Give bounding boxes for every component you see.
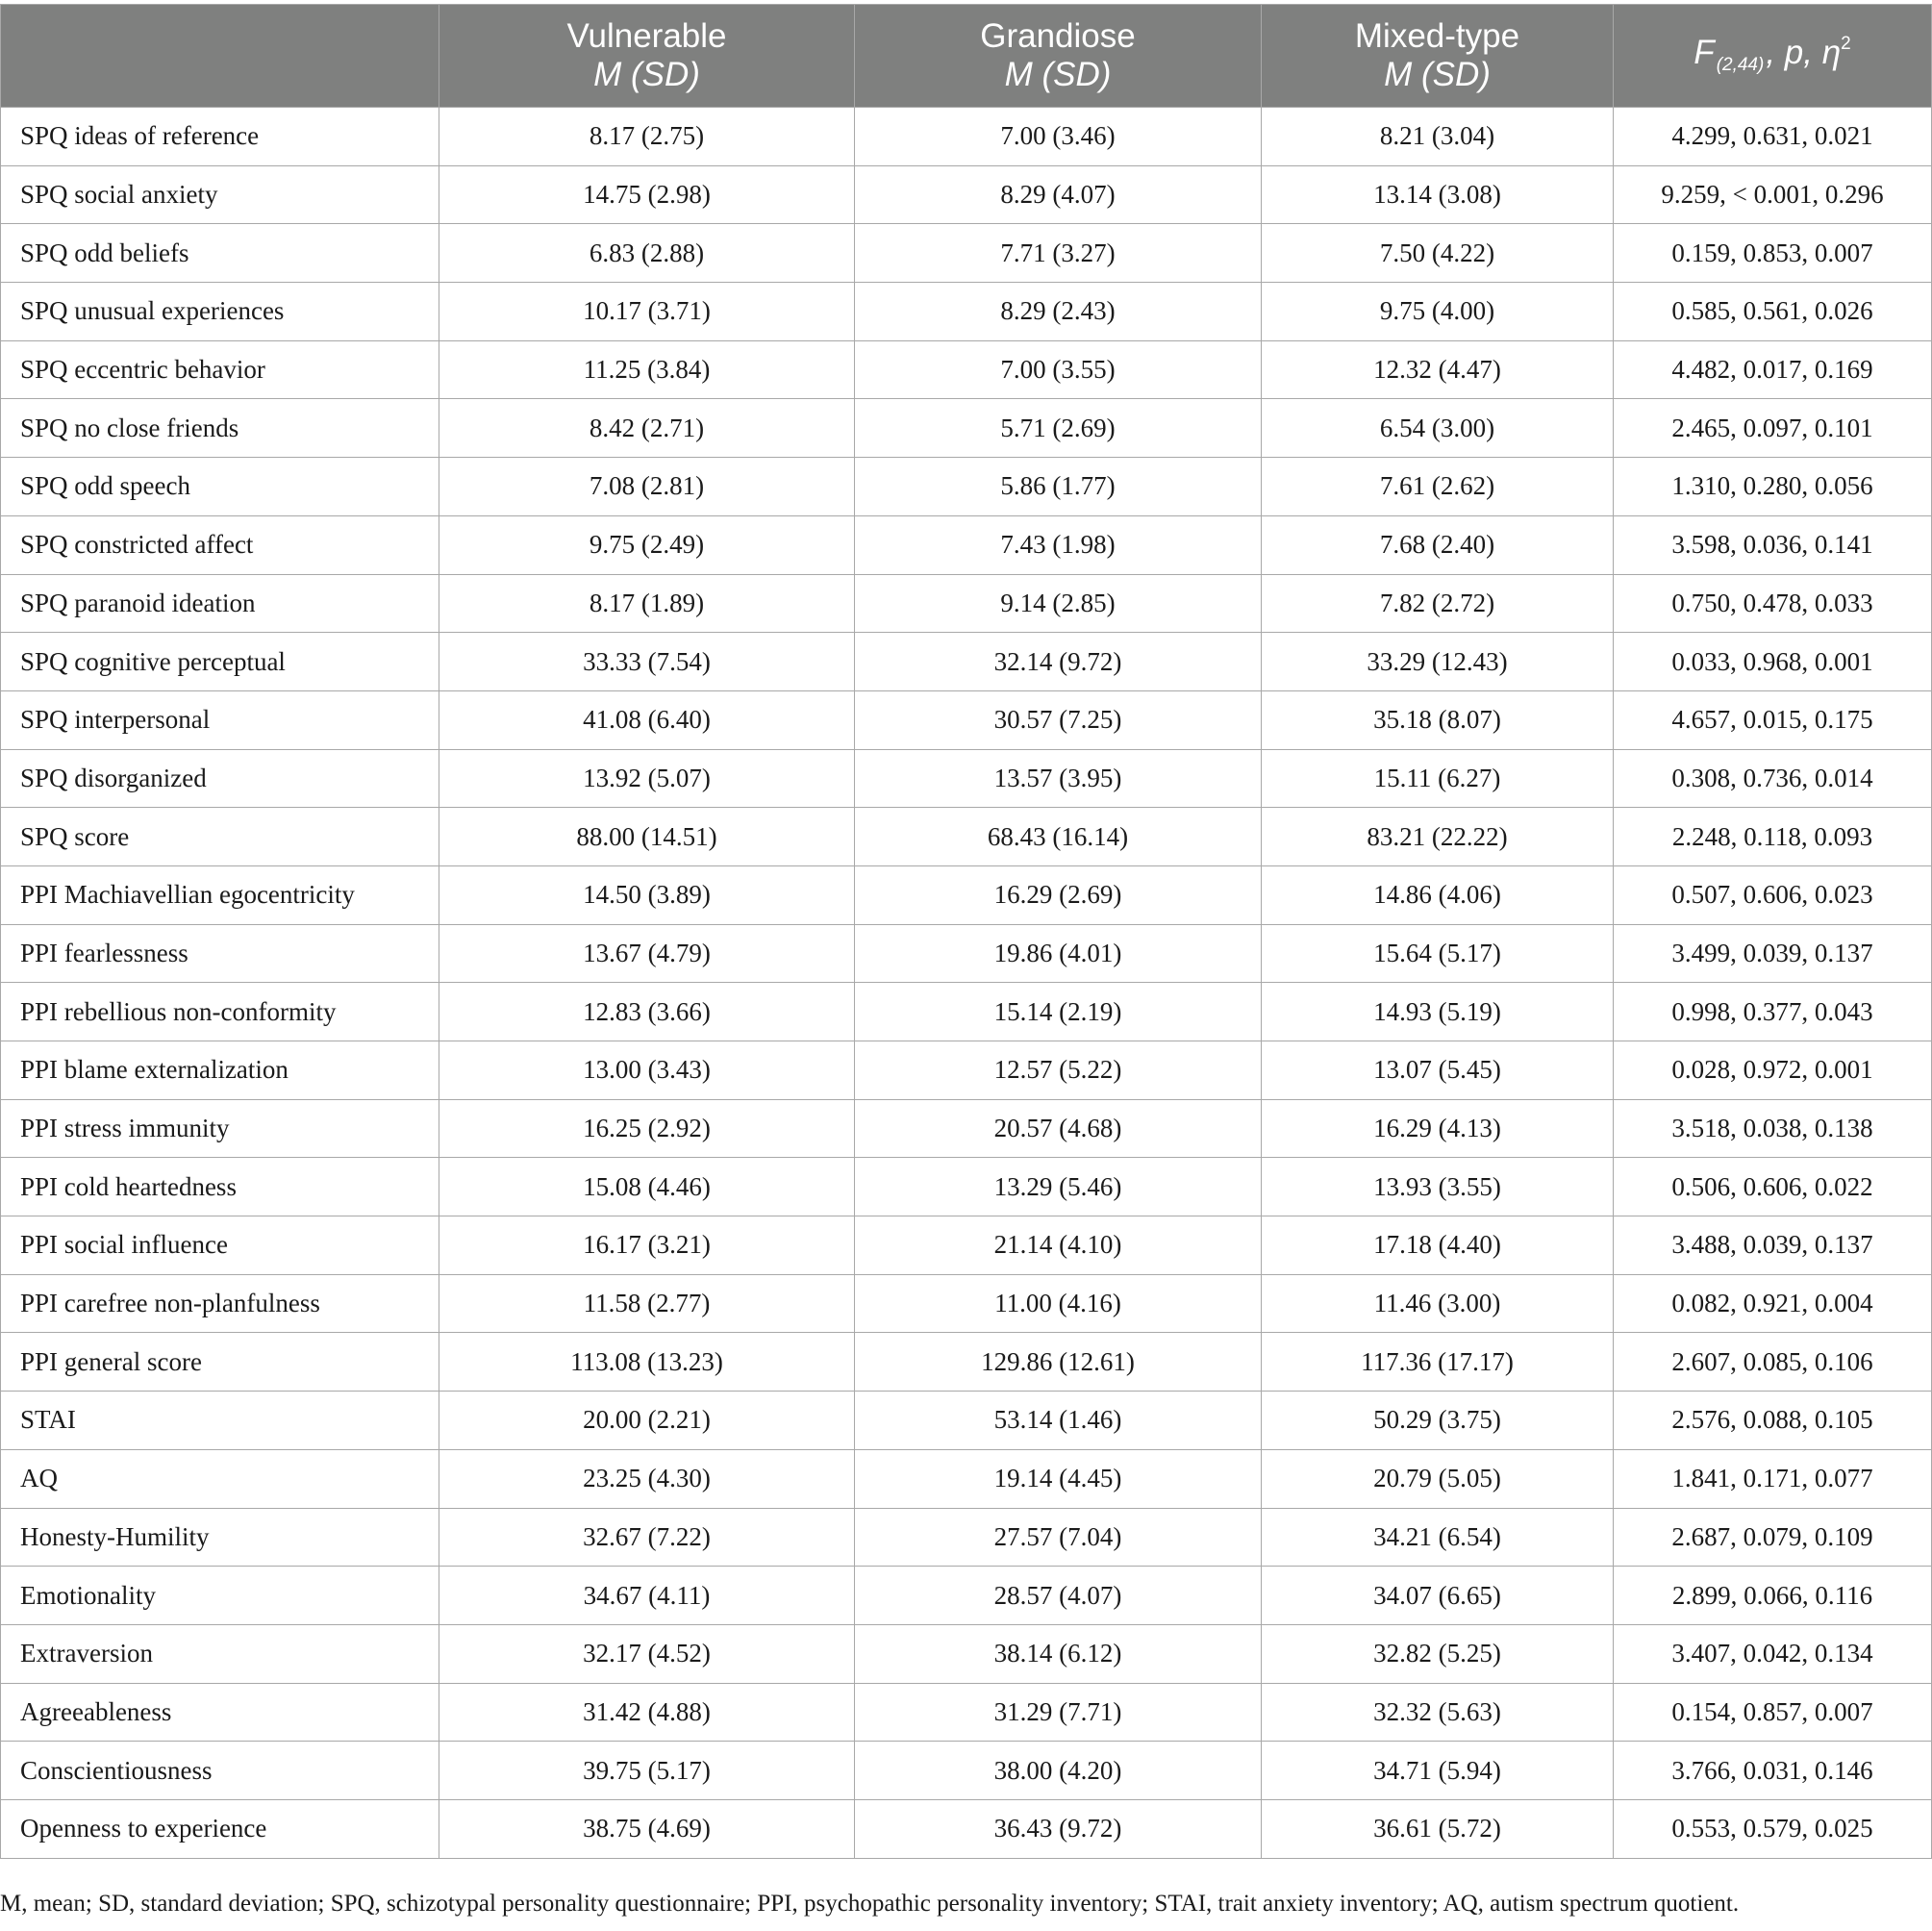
measure-cell: SPQ constricted affect — [1, 515, 439, 574]
grandiose-cell: 7.00 (3.55) — [855, 340, 1262, 399]
vulnerable-cell: 23.25 (4.30) — [439, 1449, 855, 1508]
measure-cell: Extraversion — [1, 1624, 439, 1683]
statistics-cell: 4.299, 0.631, 0.021 — [1614, 108, 1932, 166]
mixed-type-cell: 14.93 (5.19) — [1262, 983, 1614, 1041]
table-row — [1, 458, 1932, 516]
mixed-type-cell: 32.32 (5.63) — [1262, 1683, 1614, 1742]
table-row — [1, 1392, 1932, 1450]
statistics-cell: 2.607, 0.085, 0.106 — [1614, 1333, 1932, 1392]
grandiose-cell: 53.14 (1.46) — [855, 1392, 1262, 1450]
table-row — [1, 1216, 1932, 1275]
measure-cell: Conscientiousness — [1, 1742, 439, 1800]
vulnerable-cell: 13.92 (5.07) — [439, 749, 855, 808]
header-cell-mixed-type — [1262, 5, 1614, 108]
mixed-type-cell: 13.93 (3.55) — [1262, 1158, 1614, 1216]
vulnerable-cell: 10.17 (3.71) — [439, 283, 855, 341]
mixed-type-cell: 7.82 (2.72) — [1262, 574, 1614, 633]
header-cell-measure — [1, 5, 439, 108]
stat-header-label — [1694, 34, 1850, 78]
table-row — [1, 1683, 1932, 1742]
grandiose-cell: 11.00 (4.16) — [855, 1274, 1262, 1333]
vulnerable-cell: 88.00 (14.51) — [439, 808, 855, 866]
mixed-type-cell: 7.50 (4.22) — [1262, 224, 1614, 283]
mixed-type-cell: 16.29 (4.13) — [1262, 1099, 1614, 1158]
vulnerable-cell: 41.08 (6.40) — [439, 690, 855, 749]
mixed-type-cell: 9.75 (4.00) — [1262, 283, 1614, 341]
mixed-type-cell: 6.54 (3.00) — [1262, 399, 1614, 458]
vulnerable-cell: 15.08 (4.46) — [439, 1158, 855, 1216]
statistics-cell: 0.998, 0.377, 0.043 — [1614, 983, 1932, 1041]
mixed-type-cell: 34.21 (6.54) — [1262, 1508, 1614, 1567]
vulnerable-cell: 11.25 (3.84) — [439, 340, 855, 399]
vulnerable-cell: 13.00 (3.43) — [439, 1041, 855, 1100]
measure-cell: SPQ odd beliefs — [1, 224, 439, 283]
statistics-cell: 9.259, < 0.001, 0.296 — [1614, 165, 1932, 224]
vulnerable-cell: 8.17 (2.75) — [439, 108, 855, 166]
stat-header-rest: , p, η — [1766, 34, 1842, 71]
statistics-cell: 0.028, 0.972, 0.001 — [1614, 1041, 1932, 1100]
vulnerable-cell: 38.75 (4.69) — [439, 1799, 855, 1858]
mixed-type-cell: 13.07 (5.45) — [1262, 1041, 1614, 1100]
measure-cell: PPI blame externalization — [1, 1041, 439, 1100]
table-row — [1, 399, 1932, 458]
mixed-type-cell: 17.18 (4.40) — [1262, 1216, 1614, 1275]
stat-header-df: (2,44) — [1716, 55, 1765, 75]
table-row — [1, 1099, 1932, 1158]
measure-cell: SPQ ideas of reference — [1, 108, 439, 166]
table-row — [1, 1449, 1932, 1508]
vulnerable-cell: 14.75 (2.98) — [439, 165, 855, 224]
mixed-type-cell: 11.46 (3.00) — [1262, 1274, 1614, 1333]
measure-cell: STAI — [1, 1392, 439, 1450]
grandiose-cell: 27.57 (7.04) — [855, 1508, 1262, 1567]
vulnerable-cell: 34.67 (4.11) — [439, 1567, 855, 1625]
table-row — [1, 1799, 1932, 1858]
measure-cell: PPI stress immunity — [1, 1099, 439, 1158]
table-row — [1, 749, 1932, 808]
header-sublabel: M (SD) — [593, 56, 700, 93]
statistics-cell: 0.154, 0.857, 0.007 — [1614, 1683, 1932, 1742]
mixed-type-cell: 13.14 (3.08) — [1262, 165, 1614, 224]
statistics-cell: 1.310, 0.280, 0.056 — [1614, 458, 1932, 516]
grandiose-cell: 38.14 (6.12) — [855, 1624, 1262, 1683]
measure-cell: Openness to experience — [1, 1799, 439, 1858]
statistics-cell: 3.518, 0.038, 0.138 — [1614, 1099, 1932, 1158]
header-label: Vulnerable — [566, 17, 727, 55]
statistics-cell: 0.082, 0.921, 0.004 — [1614, 1274, 1932, 1333]
table-row — [1, 633, 1932, 691]
statistics-cell: 3.407, 0.042, 0.134 — [1614, 1624, 1932, 1683]
grandiose-cell: 15.14 (2.19) — [855, 983, 1262, 1041]
table-row — [1, 108, 1932, 166]
measure-cell: PPI general score — [1, 1333, 439, 1392]
statistics-cell: 2.687, 0.079, 0.109 — [1614, 1508, 1932, 1567]
measure-cell: PPI cold heartedness — [1, 1158, 439, 1216]
table-row — [1, 574, 1932, 633]
statistics-cell: 3.766, 0.031, 0.146 — [1614, 1742, 1932, 1800]
statistics-cell: 0.308, 0.736, 0.014 — [1614, 749, 1932, 808]
grandiose-cell: 28.57 (4.07) — [855, 1567, 1262, 1625]
vulnerable-cell: 14.50 (3.89) — [439, 865, 855, 924]
measure-cell: AQ — [1, 1449, 439, 1508]
statistics-cell: 0.033, 0.968, 0.001 — [1614, 633, 1932, 691]
statistics-cell: 2.899, 0.066, 0.116 — [1614, 1567, 1932, 1625]
measure-cell: SPQ no close friends — [1, 399, 439, 458]
mixed-type-cell: 83.21 (22.22) — [1262, 808, 1614, 866]
grandiose-cell: 13.29 (5.46) — [855, 1158, 1262, 1216]
statistics-cell: 0.585, 0.561, 0.026 — [1614, 283, 1932, 341]
stat-header-sup: 2 — [1841, 34, 1851, 54]
measure-cell: SPQ paranoid ideation — [1, 574, 439, 633]
table-row — [1, 1274, 1932, 1333]
table-row — [1, 515, 1932, 574]
table-row — [1, 1041, 1932, 1100]
measure-cell: PPI fearlessness — [1, 924, 439, 983]
vulnerable-cell: 20.00 (2.21) — [439, 1392, 855, 1450]
statistics-cell: 2.465, 0.097, 0.101 — [1614, 399, 1932, 458]
grandiose-cell: 30.57 (7.25) — [855, 690, 1262, 749]
mixed-type-cell: 33.29 (12.43) — [1262, 633, 1614, 691]
measure-cell: SPQ odd speech — [1, 458, 439, 516]
grandiose-cell: 8.29 (4.07) — [855, 165, 1262, 224]
vulnerable-cell: 9.75 (2.49) — [439, 515, 855, 574]
header-row — [1, 5, 1932, 108]
measure-cell: PPI social influence — [1, 1216, 439, 1275]
table-row — [1, 224, 1932, 283]
header-sublabel: M (SD) — [1004, 56, 1112, 93]
grandiose-cell: 19.14 (4.45) — [855, 1449, 1262, 1508]
vulnerable-cell: 16.17 (3.21) — [439, 1216, 855, 1275]
mixed-type-cell: 34.71 (5.94) — [1262, 1742, 1614, 1800]
grandiose-cell: 16.29 (2.69) — [855, 865, 1262, 924]
grandiose-cell: 8.29 (2.43) — [855, 283, 1262, 341]
header-label: Mixed-type — [1354, 17, 1520, 55]
header-label: Grandiose — [980, 17, 1136, 55]
mixed-type-cell: 50.29 (3.75) — [1262, 1392, 1614, 1450]
vulnerable-cell: 11.58 (2.77) — [439, 1274, 855, 1333]
table-row — [1, 924, 1932, 983]
measure-cell: SPQ social anxiety — [1, 165, 439, 224]
grandiose-cell: 21.14 (4.10) — [855, 1216, 1262, 1275]
table-row — [1, 690, 1932, 749]
stat-header-f: F — [1694, 34, 1715, 71]
vulnerable-cell: 6.83 (2.88) — [439, 224, 855, 283]
vulnerable-cell: 12.83 (3.66) — [439, 983, 855, 1041]
vulnerable-cell: 32.67 (7.22) — [439, 1508, 855, 1567]
statistics-cell: 4.657, 0.015, 0.175 — [1614, 690, 1932, 749]
mixed-type-cell: 12.32 (4.47) — [1262, 340, 1614, 399]
grandiose-cell: 31.29 (7.71) — [855, 1683, 1262, 1742]
statistics-cell: 3.488, 0.039, 0.137 — [1614, 1216, 1932, 1275]
mixed-type-cell: 15.11 (6.27) — [1262, 749, 1614, 808]
statistics-cell: 0.507, 0.606, 0.023 — [1614, 865, 1932, 924]
table-row — [1, 1567, 1932, 1625]
grandiose-cell: 7.00 (3.46) — [855, 108, 1262, 166]
vulnerable-cell: 32.17 (4.52) — [439, 1624, 855, 1683]
vulnerable-cell: 16.25 (2.92) — [439, 1099, 855, 1158]
header-sublabel: M (SD) — [1384, 56, 1491, 93]
table-row — [1, 1624, 1932, 1683]
table-row — [1, 1742, 1932, 1800]
vulnerable-cell: 113.08 (13.23) — [439, 1333, 855, 1392]
header-cell-vulnerable — [439, 5, 855, 108]
header-cell-statistics — [1614, 5, 1932, 108]
table-header — [1, 5, 1932, 108]
grandiose-cell: 20.57 (4.68) — [855, 1099, 1262, 1158]
table-row — [1, 165, 1932, 224]
vulnerable-cell: 13.67 (4.79) — [439, 924, 855, 983]
vulnerable-cell: 7.08 (2.81) — [439, 458, 855, 516]
table-row — [1, 983, 1932, 1041]
measure-cell: Emotionality — [1, 1567, 439, 1625]
mixed-type-cell: 7.61 (2.62) — [1262, 458, 1614, 516]
grandiose-cell: 5.86 (1.77) — [855, 458, 1262, 516]
results-table — [0, 4, 1932, 1859]
vulnerable-cell: 8.17 (1.89) — [439, 574, 855, 633]
table-row — [1, 865, 1932, 924]
measure-cell: PPI Machiavellian egocentricity — [1, 865, 439, 924]
grandiose-cell: 9.14 (2.85) — [855, 574, 1262, 633]
measure-cell: Agreeableness — [1, 1683, 439, 1742]
statistics-cell: 2.248, 0.118, 0.093 — [1614, 808, 1932, 866]
measure-cell: Honesty-Humility — [1, 1508, 439, 1567]
mixed-type-cell: 32.82 (5.25) — [1262, 1624, 1614, 1683]
statistics-cell: 3.598, 0.036, 0.141 — [1614, 515, 1932, 574]
grandiose-cell: 129.86 (12.61) — [855, 1333, 1262, 1392]
grandiose-cell: 32.14 (9.72) — [855, 633, 1262, 691]
measure-cell: PPI rebellious non-conformity — [1, 983, 439, 1041]
vulnerable-cell: 33.33 (7.54) — [439, 633, 855, 691]
grandiose-cell: 36.43 (9.72) — [855, 1799, 1262, 1858]
table-row — [1, 1158, 1932, 1216]
table-footnote: M, mean; SD, standard deviation; SPQ, schizotypal personality questionnaire; PPI, psychopathic personality inventory; STAI, trait anxiety inventory; AQ, autism spectrum quotient. — [0, 1891, 1740, 1917]
vulnerable-cell: 39.75 (5.17) — [439, 1742, 855, 1800]
measure-cell: PPI carefree non-planfulness — [1, 1274, 439, 1333]
statistics-cell: 0.553, 0.579, 0.025 — [1614, 1799, 1932, 1858]
vulnerable-cell: 8.42 (2.71) — [439, 399, 855, 458]
header-cell-grandiose — [855, 5, 1262, 108]
mixed-type-cell: 14.86 (4.06) — [1262, 865, 1614, 924]
mixed-type-cell: 35.18 (8.07) — [1262, 690, 1614, 749]
mixed-type-cell: 8.21 (3.04) — [1262, 108, 1614, 166]
grandiose-cell: 13.57 (3.95) — [855, 749, 1262, 808]
measure-cell: SPQ disorganized — [1, 749, 439, 808]
table-body — [1, 108, 1932, 1859]
grandiose-cell: 12.57 (5.22) — [855, 1041, 1262, 1100]
measure-cell: SPQ unusual experiences — [1, 283, 439, 341]
measure-cell: SPQ score — [1, 808, 439, 866]
statistics-cell: 3.499, 0.039, 0.137 — [1614, 924, 1932, 983]
table-row — [1, 1333, 1932, 1392]
mixed-type-cell: 7.68 (2.40) — [1262, 515, 1614, 574]
grandiose-cell: 7.71 (3.27) — [855, 224, 1262, 283]
grandiose-cell: 19.86 (4.01) — [855, 924, 1262, 983]
mixed-type-cell: 20.79 (5.05) — [1262, 1449, 1614, 1508]
table-row — [1, 808, 1932, 866]
vulnerable-cell: 31.42 (4.88) — [439, 1683, 855, 1742]
grandiose-cell: 68.43 (16.14) — [855, 808, 1262, 866]
statistics-cell: 2.576, 0.088, 0.105 — [1614, 1392, 1932, 1450]
statistics-cell: 1.841, 0.171, 0.077 — [1614, 1449, 1932, 1508]
grandiose-cell: 7.43 (1.98) — [855, 515, 1262, 574]
statistics-cell: 0.159, 0.853, 0.007 — [1614, 224, 1932, 283]
measure-cell: SPQ eccentric behavior — [1, 340, 439, 399]
statistics-cell: 0.506, 0.606, 0.022 — [1614, 1158, 1932, 1216]
table-row — [1, 340, 1932, 399]
grandiose-cell: 5.71 (2.69) — [855, 399, 1262, 458]
mixed-type-cell: 34.07 (6.65) — [1262, 1567, 1614, 1625]
table-row — [1, 1508, 1932, 1567]
grandiose-cell: 38.00 (4.20) — [855, 1742, 1262, 1800]
mixed-type-cell: 117.36 (17.17) — [1262, 1333, 1614, 1392]
table-row — [1, 283, 1932, 341]
mixed-type-cell: 36.61 (5.72) — [1262, 1799, 1614, 1858]
measure-cell: SPQ cognitive perceptual — [1, 633, 439, 691]
measure-cell: SPQ interpersonal — [1, 690, 439, 749]
statistics-cell: 4.482, 0.017, 0.169 — [1614, 340, 1932, 399]
mixed-type-cell: 15.64 (5.17) — [1262, 924, 1614, 983]
statistics-cell: 0.750, 0.478, 0.033 — [1614, 574, 1932, 633]
